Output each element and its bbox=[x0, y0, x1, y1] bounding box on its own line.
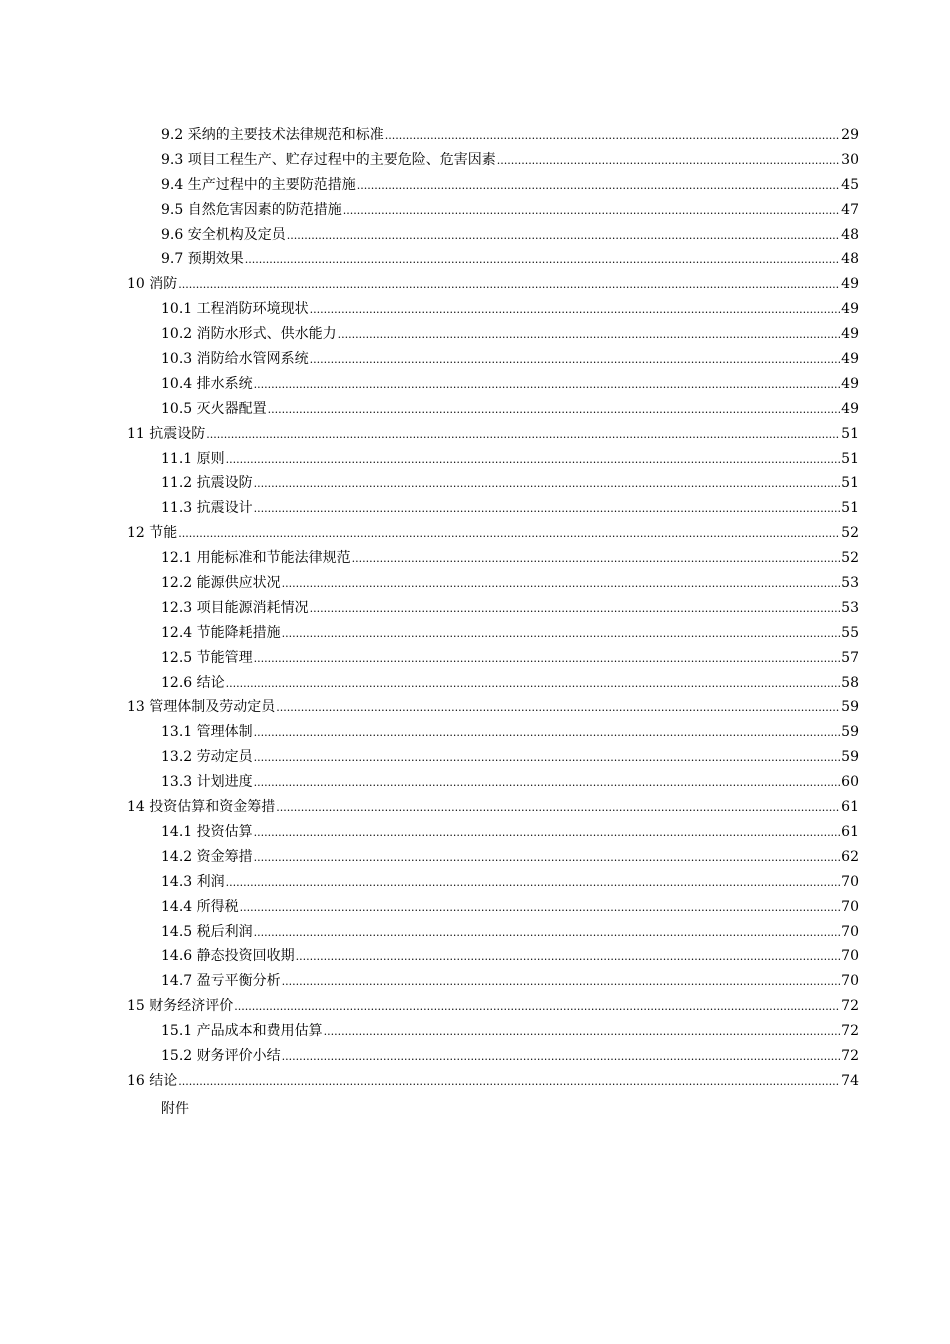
toc-entry-page-number: 48 bbox=[841, 251, 859, 268]
toc-entry-page-number: 59 bbox=[841, 749, 859, 766]
toc-dot-leader bbox=[338, 323, 841, 348]
toc-entry-page-number: 72 bbox=[841, 1023, 859, 1040]
toc-entry-title: 12.1 用能标准和节能法律规范 bbox=[161, 550, 351, 567]
toc-dot-leader bbox=[282, 572, 841, 597]
toc-entry-page-number: 47 bbox=[841, 201, 859, 218]
toc-entry-page-number: 59 bbox=[841, 724, 859, 741]
toc-dot-leader bbox=[245, 248, 840, 273]
toc-entry-title: 10.1 工程消防环境现状 bbox=[161, 301, 309, 318]
toc-entry-page-number: 52 bbox=[841, 550, 859, 567]
toc-dot-leader bbox=[282, 1045, 841, 1070]
toc-dot-leader bbox=[206, 423, 840, 448]
toc-entry-page-number: 53 bbox=[841, 599, 859, 616]
table-of-contents bbox=[0, 123, 950, 1094]
toc-entry-page-number: 51 bbox=[841, 475, 859, 492]
toc-dot-leader bbox=[226, 871, 841, 896]
toc-dot-leader bbox=[254, 921, 841, 946]
toc-dot-leader bbox=[357, 174, 840, 199]
toc-entry[interactable] bbox=[0, 148, 950, 173]
toc-entry-title: 12.4 节能降耗措施 bbox=[161, 624, 281, 641]
toc-dot-leader bbox=[282, 622, 841, 647]
toc-dot-leader bbox=[254, 373, 841, 398]
toc-entry-title: 11.2 抗震设防 bbox=[161, 475, 253, 492]
toc-entry[interactable] bbox=[0, 695, 950, 720]
toc-entry-page-number: 72 bbox=[841, 998, 859, 1015]
toc-entry-page-number: 52 bbox=[841, 525, 859, 542]
toc-entry-title: 15.1 产品成本和费用估算 bbox=[161, 1023, 323, 1040]
toc-entry[interactable] bbox=[0, 895, 950, 920]
toc-entry-title: 9.4 生产过程中的主要防范措施 bbox=[161, 176, 356, 193]
toc-entry-page-number: 70 bbox=[841, 948, 859, 965]
toc-entry-title: 10.3 消防给水管网系统 bbox=[161, 351, 309, 368]
toc-dot-leader bbox=[287, 224, 840, 249]
toc-entry[interactable] bbox=[0, 372, 950, 397]
toc-entry-title: 11.3 抗震设计 bbox=[161, 500, 253, 517]
toc-dot-leader bbox=[352, 547, 841, 572]
toc-dot-leader bbox=[254, 647, 841, 672]
toc-entry[interactable] bbox=[0, 347, 950, 372]
toc-entry-page-number: 49 bbox=[841, 276, 859, 293]
toc-entry-page-number: 45 bbox=[841, 176, 859, 193]
toc-dot-leader bbox=[178, 522, 840, 547]
toc-entry[interactable] bbox=[0, 770, 950, 795]
toc-entry-title: 9.3 项目工程生产、贮存过程中的主要危险、危害因素 bbox=[161, 151, 496, 168]
toc-entry-page-number: 60 bbox=[841, 774, 859, 791]
toc-entry[interactable] bbox=[0, 845, 950, 870]
toc-dot-leader bbox=[254, 472, 841, 497]
toc-entry-page-number: 48 bbox=[841, 226, 859, 243]
toc-entry[interactable] bbox=[0, 994, 950, 1019]
toc-entry[interactable] bbox=[0, 944, 950, 969]
toc-entry[interactable] bbox=[0, 422, 950, 447]
toc-entry-page-number: 72 bbox=[841, 1047, 859, 1064]
toc-entry-page-number: 58 bbox=[841, 674, 859, 691]
toc-entry-title: 9.7 预期效果 bbox=[161, 251, 244, 268]
toc-dot-leader bbox=[254, 497, 841, 522]
toc-entry[interactable] bbox=[0, 621, 950, 646]
toc-entry-page-number: 51 bbox=[841, 425, 859, 442]
toc-entry-page-number: 61 bbox=[841, 799, 859, 816]
toc-entry-title: 13 管理体制及劳动定员 bbox=[127, 699, 276, 716]
toc-entry-title: 15 财务经济评价 bbox=[127, 998, 234, 1015]
toc-entry-page-number: 70 bbox=[841, 923, 859, 940]
toc-entry-title: 12 节能 bbox=[127, 525, 178, 542]
toc-entry-title: 10.4 排水系统 bbox=[161, 375, 253, 392]
toc-dot-leader bbox=[497, 149, 840, 174]
toc-entry-page-number: 70 bbox=[841, 973, 859, 990]
toc-dot-leader bbox=[310, 348, 841, 373]
toc-entry[interactable] bbox=[0, 198, 950, 223]
toc-entry-title: 10.2 消防水形式、供水能力 bbox=[161, 326, 337, 343]
toc-entry[interactable] bbox=[0, 820, 950, 845]
toc-entry[interactable] bbox=[0, 123, 950, 148]
toc-entry-title: 11.1 原则 bbox=[161, 450, 225, 467]
toc-entry[interactable] bbox=[0, 496, 950, 521]
toc-entry-page-number: 74 bbox=[841, 1072, 859, 1089]
toc-entry-title: 11 抗震设防 bbox=[127, 425, 206, 442]
toc-entry-title: 12.5 节能管理 bbox=[161, 649, 253, 666]
toc-entry-title: 12.2 能源供应状况 bbox=[161, 575, 281, 592]
toc-dot-leader bbox=[268, 398, 841, 423]
toc-dot-leader bbox=[178, 273, 840, 298]
toc-entry[interactable] bbox=[0, 471, 950, 496]
toc-entry[interactable] bbox=[0, 1044, 950, 1069]
toc-entry-page-number: 53 bbox=[841, 575, 859, 592]
toc-dot-leader bbox=[234, 995, 840, 1020]
toc-entry[interactable] bbox=[0, 173, 950, 198]
appendix-label: 附件 bbox=[161, 1101, 189, 1117]
toc-entry[interactable] bbox=[0, 272, 950, 297]
toc-entry[interactable] bbox=[0, 920, 950, 945]
toc-entry-page-number: 49 bbox=[841, 400, 859, 417]
toc-entry-page-number: 59 bbox=[841, 699, 859, 716]
toc-dot-leader bbox=[254, 746, 841, 771]
toc-entry-page-number: 51 bbox=[841, 500, 859, 517]
toc-entry-page-number: 70 bbox=[841, 898, 859, 915]
toc-entry[interactable] bbox=[0, 546, 950, 571]
toc-entry[interactable] bbox=[0, 223, 950, 248]
toc-dot-leader bbox=[240, 896, 841, 921]
toc-entry-title: 9.5 自然危害因素的防范措施 bbox=[161, 201, 342, 218]
toc-dot-leader bbox=[254, 821, 841, 846]
toc-entry-page-number: 30 bbox=[841, 151, 859, 168]
toc-dot-leader bbox=[226, 672, 841, 697]
toc-dot-leader bbox=[296, 945, 841, 970]
toc-dot-leader bbox=[310, 597, 841, 622]
toc-entry-title: 14.5 税后利润 bbox=[161, 923, 253, 940]
toc-dot-leader bbox=[226, 448, 841, 473]
toc-entry-page-number: 49 bbox=[841, 375, 859, 392]
toc-entry-title: 14.2 资金筹措 bbox=[161, 848, 253, 865]
toc-entry-page-number: 49 bbox=[841, 301, 859, 318]
toc-entry-title: 15.2 财务评价小结 bbox=[161, 1047, 281, 1064]
toc-entry[interactable] bbox=[0, 720, 950, 745]
toc-entry-title: 14.6 静态投资回收期 bbox=[161, 948, 295, 965]
toc-entry-title: 14.1 投资估算 bbox=[161, 823, 253, 840]
toc-entry-page-number: 49 bbox=[841, 326, 859, 343]
toc-entry-title: 10.5 灭火器配置 bbox=[161, 400, 267, 417]
toc-entry[interactable] bbox=[0, 322, 950, 347]
toc-dot-leader bbox=[343, 199, 840, 224]
toc-dot-leader bbox=[324, 1020, 841, 1045]
toc-entry-title: 14.3 利润 bbox=[161, 873, 225, 890]
toc-entry-title: 12.3 项目能源消耗情况 bbox=[161, 599, 309, 616]
toc-entry-title: 13.1 管理体制 bbox=[161, 724, 253, 741]
toc-dot-leader bbox=[254, 771, 841, 796]
toc-entry[interactable] bbox=[0, 1069, 950, 1094]
toc-entry-title: 14 投资估算和资金筹措 bbox=[127, 799, 276, 816]
toc-dot-leader bbox=[276, 796, 840, 821]
toc-entry-page-number: 49 bbox=[841, 351, 859, 368]
toc-entry-page-number: 57 bbox=[841, 649, 859, 666]
toc-entry[interactable] bbox=[0, 795, 950, 820]
toc-dot-leader bbox=[385, 124, 840, 149]
toc-entry[interactable] bbox=[0, 745, 950, 770]
toc-entry-page-number: 62 bbox=[841, 848, 859, 865]
toc-entry-title: 16 结论 bbox=[127, 1072, 178, 1089]
toc-entry-title: 13.2 劳动定员 bbox=[161, 749, 253, 766]
toc-entry-title: 14.4 所得税 bbox=[161, 898, 239, 915]
toc-entry-page-number: 55 bbox=[841, 624, 859, 641]
toc-entry[interactable] bbox=[0, 646, 950, 671]
toc-dot-leader bbox=[276, 696, 840, 721]
toc-dot-leader bbox=[310, 298, 841, 323]
toc-dot-leader bbox=[178, 1070, 840, 1095]
toc-entry[interactable] bbox=[0, 671, 950, 696]
toc-entry-page-number: 70 bbox=[841, 873, 859, 890]
toc-dot-leader bbox=[254, 721, 841, 746]
toc-entry-title: 9.6 安全机构及定员 bbox=[161, 226, 286, 243]
toc-dot-leader bbox=[254, 846, 841, 871]
toc-entry[interactable] bbox=[0, 596, 950, 621]
toc-entry-title: 12.6 结论 bbox=[161, 674, 225, 691]
toc-entry[interactable] bbox=[0, 969, 950, 994]
toc-entry-page-number: 61 bbox=[841, 823, 859, 840]
toc-entry[interactable] bbox=[0, 1019, 950, 1044]
toc-entry[interactable] bbox=[0, 297, 950, 322]
toc-entry[interactable] bbox=[0, 870, 950, 895]
toc-entry-title: 14.7 盈亏平衡分析 bbox=[161, 973, 281, 990]
toc-entry-page-number: 29 bbox=[841, 127, 859, 143]
toc-entry-title: 10 消防 bbox=[127, 276, 178, 293]
toc-entry-title: 13.3 计划进度 bbox=[161, 774, 253, 791]
toc-entry[interactable] bbox=[0, 247, 950, 272]
toc-dot-leader bbox=[282, 970, 841, 995]
toc-entry[interactable] bbox=[0, 571, 950, 596]
toc-entry[interactable] bbox=[0, 521, 950, 546]
toc-entry-page-number: 51 bbox=[841, 450, 859, 467]
toc-entry[interactable] bbox=[0, 447, 950, 472]
toc-entry[interactable] bbox=[0, 397, 950, 422]
toc-entry-title: 9.2 采纳的主要技术法律规范和标准 bbox=[161, 127, 384, 143]
